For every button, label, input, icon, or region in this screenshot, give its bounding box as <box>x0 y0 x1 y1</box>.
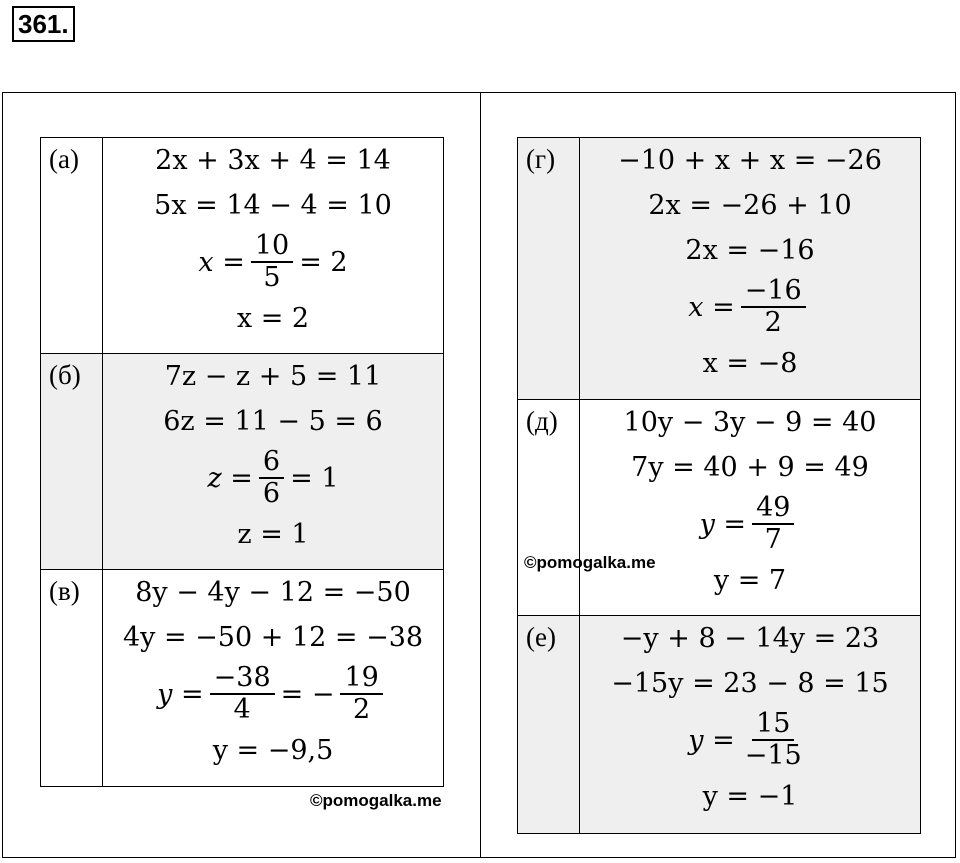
right-solution-table <box>517 137 921 834</box>
case-a-steps <box>103 138 444 354</box>
case-v-row <box>41 570 444 787</box>
case-a-numerator: 10 <box>251 231 293 263</box>
case-g-fraction-line: x = $\frac{-16}{2}$ <box>580 273 920 341</box>
case-b-numerator: 6 <box>259 447 284 479</box>
case-g-final: x = −8 <box>702 348 798 379</box>
case-a-denominator: 5 <box>263 262 281 293</box>
case-v-label: (в) <box>41 570 103 787</box>
case-d-line-2: 7y = 40 + 9 = 49 <box>631 452 869 483</box>
case-b-line-1: 7z − z + 5 = 11 <box>164 361 382 392</box>
case-v-fraction-2 <box>340 663 382 725</box>
case-a-label: (а) <box>41 138 103 354</box>
case-v-denominator-1: 4 <box>233 694 251 725</box>
case-d-final: y = 7 <box>713 565 787 596</box>
case-e-final: y = −1 <box>702 781 798 812</box>
case-d-var: y <box>699 508 715 540</box>
case-d-label: (д) <box>518 400 580 616</box>
case-b-row <box>41 354 444 570</box>
case-b-result: 1 <box>321 462 339 494</box>
case-v-numerator-2: 19 <box>340 663 382 695</box>
case-b-var: z <box>207 462 222 494</box>
case-v-line-2: 4y = −50 + 12 = −38 <box>122 622 424 653</box>
case-d-numerator: 49 <box>752 493 794 525</box>
case-g-line-1: −10 + x + x = −26 <box>618 145 882 176</box>
case-d-fraction <box>752 493 794 555</box>
case-d-row <box>518 400 921 616</box>
case-v-steps <box>103 570 444 787</box>
case-e-line-2: −15y = 23 − 8 = 15 <box>611 668 889 699</box>
case-e-denominator: −15 <box>744 740 802 771</box>
case-g-steps <box>580 138 921 400</box>
case-b-fraction-line: z = $\frac{6}{6}$ = 1 <box>207 446 339 509</box>
case-e-line-1: −y + 8 − 14y = 23 <box>620 623 880 654</box>
case-a-row <box>41 138 444 354</box>
case-v-minus: − <box>311 678 335 710</box>
case-g-var: x <box>688 291 704 323</box>
case-a-fraction-line: x = $\frac{10}{5}$ = 2 <box>198 230 348 293</box>
case-e-steps <box>580 616 921 834</box>
case-v-line-1: 8y − 4y − 12 = −50 <box>135 577 411 608</box>
case-g-line-2: 2x = −26 + 10 <box>648 190 852 221</box>
watermark-bottom: ©pomogalka.me <box>310 791 442 810</box>
case-b-steps <box>103 354 444 570</box>
case-v-fraction-1 <box>210 663 275 725</box>
case-d-line-1: 10y − 3y − 9 = 40 <box>623 407 877 438</box>
case-e-row <box>518 616 921 834</box>
case-d-steps <box>580 400 921 616</box>
case-b-fraction <box>259 447 284 509</box>
case-v-final: y = −9,5 <box>212 735 334 766</box>
case-v-var: y <box>157 678 173 710</box>
case-e-fraction-line: y = $\frac{15}{-15}$ <box>580 706 920 774</box>
case-e-label: (е) <box>518 616 580 834</box>
case-a-fraction <box>251 231 293 293</box>
case-g-row <box>518 138 921 400</box>
case-v-fraction-line: y = $\frac{-38}{4}$ = − $\frac{19}{2}$ <box>103 660 443 728</box>
case-g-label: (г) <box>518 138 580 400</box>
case-a-result: 2 <box>330 246 348 278</box>
case-b-line-2: 6z = 11 − 5 = 6 <box>163 406 383 437</box>
case-g-numerator: −16 <box>741 276 806 308</box>
case-g-fraction <box>741 276 806 338</box>
case-a-var: x <box>198 246 214 278</box>
case-e-var: y <box>688 724 704 756</box>
case-e-numerator: 15 <box>752 709 794 741</box>
case-e-fraction <box>741 709 806 771</box>
watermark-middle: ©pomogalka.me <box>524 553 656 572</box>
problem-number: 361. <box>12 6 75 42</box>
case-v-numerator-1: −38 <box>210 663 275 695</box>
case-g-line-3: 2x = −16 <box>685 235 815 266</box>
case-v-denominator-2: 2 <box>353 694 371 725</box>
case-a-final: x = 2 <box>236 303 310 334</box>
case-d-denominator: 7 <box>764 524 782 555</box>
left-solution-table <box>40 137 444 787</box>
case-b-denominator: 6 <box>262 478 281 509</box>
case-a-line-1: 2x + 3x + 4 = 14 <box>155 145 391 176</box>
case-b-label: (б) <box>41 354 103 570</box>
case-d-fraction-line: y = $\frac{49}{7}$ <box>580 490 920 558</box>
case-g-denominator: 2 <box>764 307 782 338</box>
frame-divider <box>480 92 481 858</box>
case-a-line-2: 5x = 14 − 4 = 10 <box>154 190 392 221</box>
case-b-final: z = 1 <box>237 519 309 550</box>
